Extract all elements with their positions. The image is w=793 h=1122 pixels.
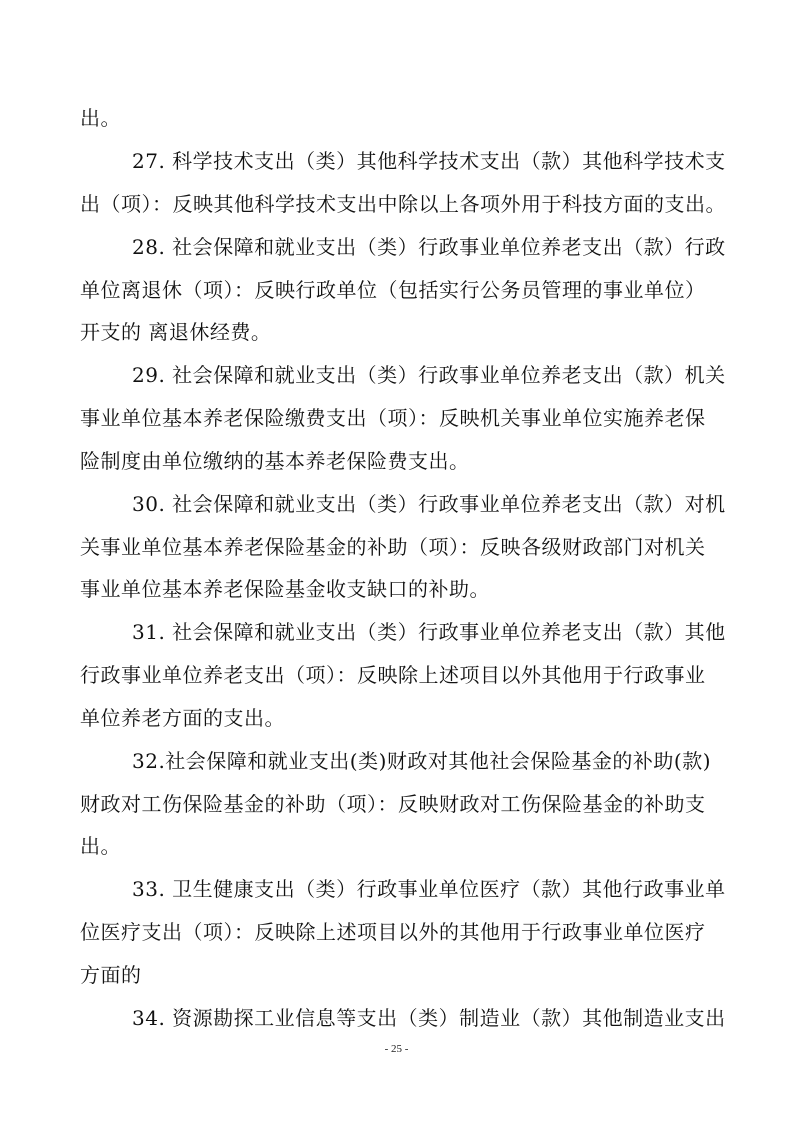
text-line: 31. 社会保障和就业支出（类）行政事业单位养老支出（款）其他 [132, 620, 726, 644]
text-line: 33. 卫生健康支出（类）行政事业单位医疗（款）其他行政事业单 [132, 877, 726, 901]
text-line: 开支的 离退休经费。 [80, 320, 272, 344]
text-line: 32.社会保障和就业支出(类)财政对其他社会保险基金的补助(款) [132, 749, 712, 773]
text-line: 30. 社会保障和就业支出（类）行政事业单位养老支出（款）对机 [132, 492, 726, 516]
text-line: 出（项）：反映其他科学技术支出中除以上各项外用于科技方面的支出。 [80, 192, 726, 216]
text-line: 27. 科学技术支出（类）其他科学技术支出（款）其他科学技术支 [132, 149, 726, 173]
text-line: 出。 [80, 106, 121, 130]
text-line: 方面的 [80, 963, 142, 987]
text-line: 29. 社会保障和就业支出（类）行政事业单位养老支出（款）机关 [132, 363, 726, 387]
text-line: 事业单位基本养老保险基金收支缺口的补助。 [80, 577, 490, 601]
text-line: 财政对工伤保险基金的补助（项）：反映财政对工伤保险基金的补助支 [80, 792, 706, 816]
text-line: 关事业单位基本养老保险基金的补助（项）：反映各级财政部门对机关 [80, 535, 706, 559]
text-line: 行政事业单位养老支出（项）：反映除上述项目以外其他用于行政事业 [80, 663, 706, 687]
text-line: 34. 资源勘探工业信息等支出（类）制造业（款）其他制造业支出 [132, 1006, 726, 1030]
text-line: 单位养老方面的支出。 [80, 706, 285, 730]
text-line: 28. 社会保障和就业支出（类）行政事业单位养老支出（款）行政 [132, 235, 726, 259]
text-line: 事业单位基本养老保险缴费支出（项）：反映机关事业单位实施养老保 [80, 406, 706, 430]
text-line: 出。 [80, 834, 121, 858]
page-number: - 25 - [384, 1043, 409, 1055]
text-line: 位医疗支出（项）：反映除上述项目以外的其他用于行政事业单位医疗 [80, 920, 706, 944]
text-line: 险制度由单位缴纳的基本养老保险费支出。 [80, 449, 470, 473]
text-line: 单位离退休（项）：反映行政单位（包括实行公务员管理的事业单位） [80, 278, 706, 302]
